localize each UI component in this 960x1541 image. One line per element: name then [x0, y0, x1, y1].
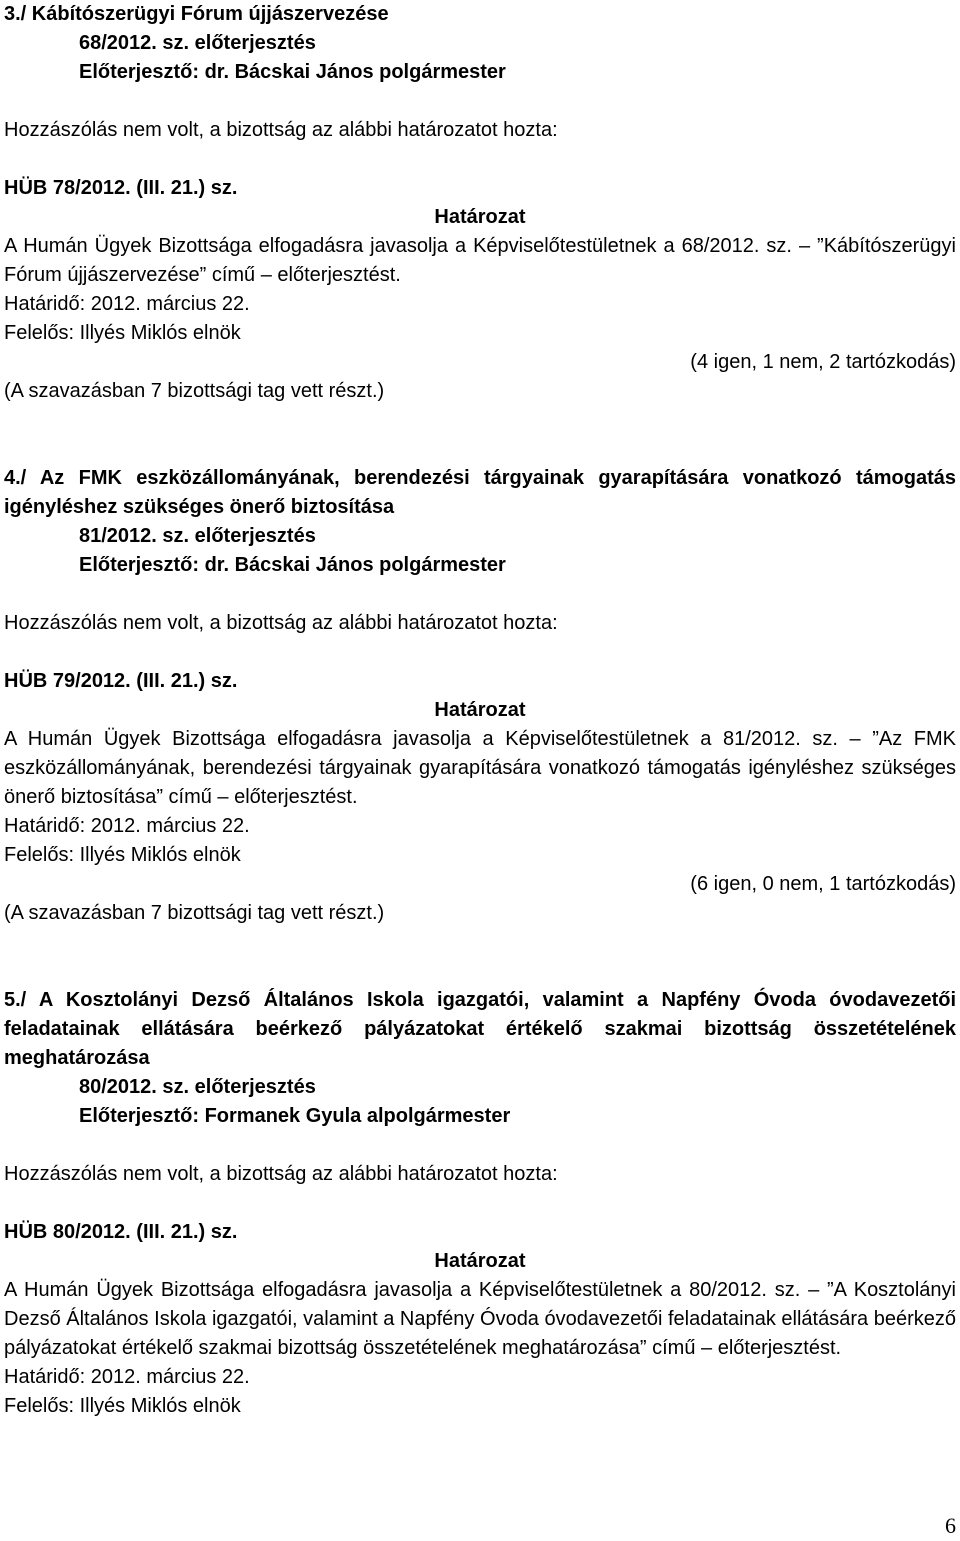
agenda-title: 4./ Az FMK eszközállományának, berendezési tárgyainak gyarapítására vonatkozó támogatás igényléshez szükséges önerő biztosítása: [4, 467, 956, 518]
resolution-text: A Humán Ügyek Bizottsága elfogadásra javasolja a Képviselőtestületnek a 81/2012. sz. – ”Az FMK eszközállományának, berendezési tárgyainak gyarapítására vonatkozó támogatás igényléshez szükséges önerő biztosítása” című – előterjesztést.: [4, 728, 956, 808]
agenda-item-5: [4, 986, 956, 1421]
document-page: [4, 0, 956, 1421]
resolution-heading: Határozat: [434, 699, 526, 721]
resolution-id: HÜB 80/2012. (III. 21.) sz.: [4, 1221, 238, 1243]
responsible: Felelős: Illyés Miklós elnök: [4, 322, 241, 344]
participants-note: (A szavazásban 7 bizottsági tag vett részt.): [4, 380, 385, 402]
presenter: Előterjesztő: dr. Bácskai János polgármester: [79, 554, 506, 576]
agenda-title: 5./ A Kosztolányi Dezső Általános Iskola igazgatói, valamint a Napfény Óvoda óvodavezetői feladatainak ellátására beérkező pályázatokat értékelő szakmai bizottság összetételének meghatározása: [4, 989, 956, 1069]
proposal-number: 68/2012. sz. előterjesztés: [79, 32, 316, 54]
deadline: Határidő: 2012. március 22.: [4, 815, 250, 837]
vote-result: (6 igen, 0 nem, 1 tartózkodás): [690, 873, 956, 895]
deadline: Határidő: 2012. március 22.: [4, 1366, 250, 1388]
responsible: Felelős: Illyés Miklós elnök: [4, 1395, 241, 1417]
proposal-number: 81/2012. sz. előterjesztés: [79, 525, 316, 547]
proposal-number: 80/2012. sz. előterjesztés: [79, 1076, 316, 1098]
vote-result: (4 igen, 1 nem, 2 tartózkodás): [690, 351, 956, 373]
participants-note: (A szavazásban 7 bizottsági tag vett részt.): [4, 902, 385, 924]
discussion-note: Hozzászólás nem volt, a bizottság az alábbi határozatot hozta:: [4, 1163, 558, 1185]
presenter: Előterjesztő: dr. Bácskai János polgármester: [79, 61, 506, 83]
page-number: 6: [945, 1513, 956, 1538]
resolution-text: A Humán Ügyek Bizottsága elfogadásra javasolja a Képviselőtestületnek a 80/2012. sz. – ”A Kosztolányi Dezső Általános Iskola igazgatói, valamint a Napfény Óvoda óvodavezetői feladatainak ellátására beérkező pályázatokat értékelő szakmai bizottság összetételének meghatározása” című – előterjesztést.: [4, 1279, 956, 1359]
agenda-item-4: [4, 464, 956, 928]
agenda-title: 3./ Kábítószerügyi Fórum újjászervezése: [4, 3, 389, 25]
presenter: Előterjesztő: Formanek Gyula alpolgármester: [79, 1105, 511, 1127]
responsible: Felelős: Illyés Miklós elnök: [4, 844, 241, 866]
discussion-note: Hozzászólás nem volt, a bizottság az alábbi határozatot hozta:: [4, 612, 558, 634]
resolution-id: HÜB 79/2012. (III. 21.) sz.: [4, 670, 238, 692]
resolution-heading: Határozat: [434, 1250, 526, 1272]
resolution-id: HÜB 78/2012. (III. 21.) sz.: [4, 177, 238, 199]
resolution-text: A Humán Ügyek Bizottsága elfogadásra javasolja a Képviselőtestületnek a 68/2012. sz. – ”Kábítószerügyi Fórum újjászervezése” című – előterjesztést.: [4, 235, 956, 286]
agenda-item-3: [4, 0, 956, 406]
deadline: Határidő: 2012. március 22.: [4, 293, 250, 315]
discussion-note: Hozzászólás nem volt, a bizottság az alábbi határozatot hozta:: [4, 119, 558, 141]
resolution-heading: Határozat: [434, 206, 526, 228]
